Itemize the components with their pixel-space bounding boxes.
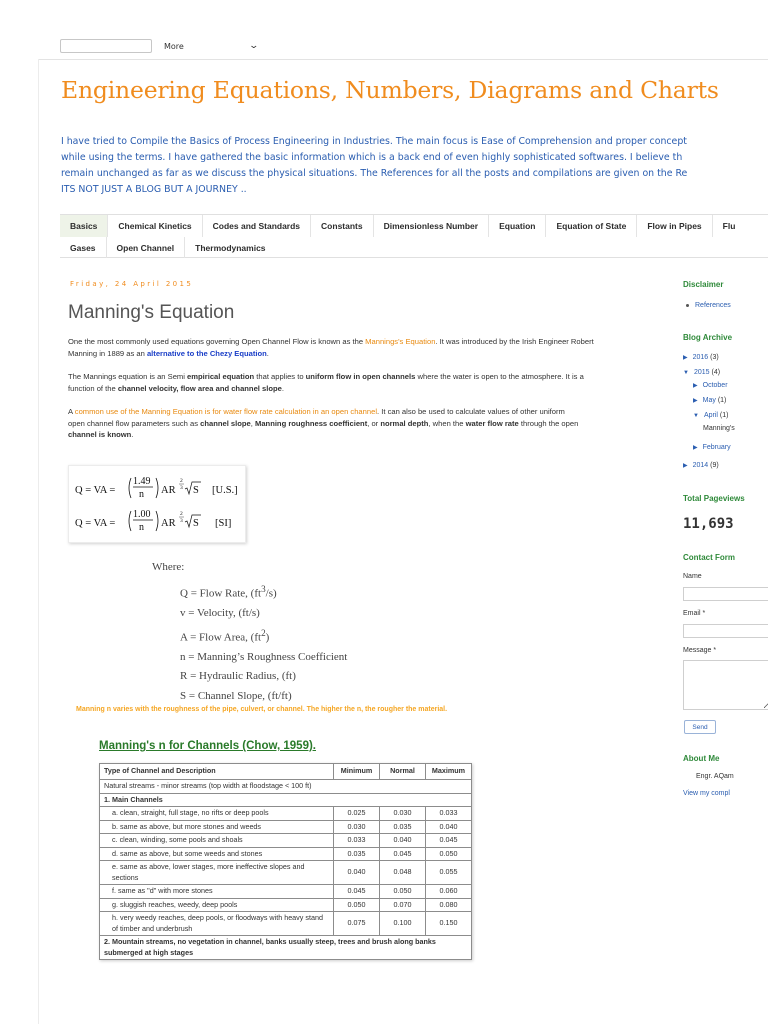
eq-exponent-den: 3 [180, 518, 183, 524]
message-label: Message * [683, 647, 717, 654]
column-header: Minimum [334, 764, 380, 780]
text: . It was introduced by the Irish Engineer Robert [435, 337, 594, 346]
text: ) [265, 631, 270, 644]
table-cell: 0.150 [426, 912, 472, 936]
tabs-row-2 [60, 237, 276, 258]
archive-february[interactable] [693, 444, 731, 451]
table-row [100, 936, 472, 960]
eq-coef-si: 1.00 [133, 509, 151, 520]
archive-2014[interactable] [683, 462, 719, 469]
text: , [250, 418, 255, 428]
archive-count: (3) [710, 354, 719, 361]
table-cell: e. same as above, lower stages, more ineffective slopes and sections [100, 861, 334, 885]
navbar-more-label[interactable]: More [164, 41, 184, 51]
table-row [100, 780, 472, 794]
triangle-right-icon[interactable]: ▶ [683, 463, 688, 469]
post-paragraph-2 [68, 371, 668, 394]
post-title[interactable]: Manning's Equation [68, 302, 235, 323]
equation-graphic [69, 466, 247, 544]
tab-equation[interactable]: Equation [489, 215, 546, 237]
text: where the water is open to the atmosphere. It is a [415, 372, 584, 381]
link-text: April [703, 412, 718, 419]
tab-codes-and-standards[interactable]: Codes and Standards [203, 215, 311, 237]
send-button[interactable]: Send [684, 720, 716, 734]
table-cell: 0.040 [380, 834, 426, 848]
about-me-heading: About Me [683, 754, 720, 763]
blog-description-line: I have tried to Compile the Basics of Process Engineering in Industries. The main focus is Ease of Comprehension and proper concept [61, 136, 687, 147]
eq-lhs: Q = VA = [75, 485, 116, 496]
eq-coef-us: 1.49 [133, 476, 151, 487]
blog-description-line: ITS NOT JUST A BLOG BUT A JOURNEY .. [61, 184, 247, 195]
table-cell: 0.050 [334, 898, 380, 912]
table-cell: 0.070 [380, 898, 426, 912]
blog-description-line: while using the terms. I have gathered the basic information which is a back end of even highly sophisticated softwares. I believe th [61, 152, 683, 163]
archive-october[interactable] [693, 382, 728, 389]
text: function of the [68, 383, 118, 393]
table-cell: 0.080 [426, 898, 472, 912]
table-cell: 0.025 [334, 807, 380, 821]
text: . [281, 383, 284, 393]
text: A [68, 407, 75, 416]
definition-item [180, 667, 347, 687]
navbar-search-input[interactable] [60, 39, 152, 53]
page-border [38, 59, 39, 1024]
archive-count: (9) [710, 462, 719, 469]
tab-thermodynamics[interactable]: Thermodynamics [195, 242, 266, 253]
bold-text: channel slope [200, 418, 251, 428]
table-cell: 0.050 [426, 847, 472, 861]
eq-ar: AR [161, 518, 176, 529]
table-header-row [100, 764, 472, 780]
table-cell: 0.045 [380, 847, 426, 861]
archive-2015[interactable] [683, 369, 720, 376]
table-title-link[interactable]: Manning's n for Channels (Chow, 1959). [99, 740, 316, 752]
tab-equation-of-state[interactable]: Equation of State [546, 215, 637, 237]
table-row [100, 847, 472, 861]
table-cell: 0.100 [380, 912, 426, 936]
table-cell: 0.035 [380, 820, 426, 834]
archive-post-link[interactable]: Manning's [703, 425, 735, 432]
definition-item [180, 580, 347, 604]
text: . [131, 430, 134, 439]
chevron-down-icon[interactable]: ⌄ [248, 41, 260, 51]
text: . It can also be used to calculate values of other uniform [377, 407, 565, 416]
table-row [100, 820, 472, 834]
link-text: 2015 [693, 369, 710, 376]
view-profile-link[interactable]: View my compl [683, 790, 730, 797]
pageviews-counter: 11,693 [683, 516, 734, 532]
table-cell: 0.075 [334, 912, 380, 936]
table-cell: h. very weedy reaches, deep pools, or floodways with heavy stand of timber and underbrush [100, 912, 334, 936]
disclaimer-heading: Disclaimer [683, 280, 724, 289]
archive-april[interactable] [693, 412, 728, 419]
tab-flow-in-pipes[interactable]: Flow in Pipes [637, 215, 712, 237]
table-cell: g. sluggish reaches, weedy, deep pools [100, 898, 334, 912]
table-cell: b. same as above, but more stones and weeds [100, 820, 334, 834]
eq-denominator: n [139, 522, 144, 533]
table-section-cell: 1. Main Channels [100, 793, 472, 807]
table-cell: f. same as "d" with more stones [100, 885, 334, 899]
archive-count: (4) [711, 369, 721, 376]
table-cell: 0.035 [334, 847, 380, 861]
table-intro-cell: Natural streams - minor streams (top width at floodstage < 100 ft) [100, 780, 472, 794]
variable-definitions [180, 580, 347, 706]
column-header: Maximum [426, 764, 472, 780]
column-header: Normal [380, 764, 426, 780]
chezy-equation-link[interactable]: alternative to the Chezy Equation [146, 348, 267, 358]
name-label: Name [683, 573, 702, 580]
table-cell: 0.033 [426, 807, 472, 821]
manning-equation-image[interactable] [68, 465, 246, 543]
highlight-text: Mannings's Equation [365, 337, 436, 346]
message-field[interactable] [683, 660, 768, 710]
table-row [100, 898, 472, 912]
link-text: 2014 [692, 462, 709, 469]
manning-n-note: Manning n varies with the roughness of the pipe, culvert, or channel. The higher the n, the rougher the material. [76, 706, 448, 713]
link-text: References [695, 302, 731, 309]
table-cell: 0.048 [380, 861, 426, 885]
blog-description [61, 134, 761, 198]
blog-title[interactable]: Engineering Equations, Numbers, Diagrams and Charts [61, 76, 719, 104]
text: S = Channel Slope, (ft/ft) [180, 689, 292, 702]
link-text: May [702, 397, 716, 404]
text: , or [367, 418, 381, 428]
eq-exponent-num: 2 [180, 478, 183, 484]
table-cell: 0.050 [380, 885, 426, 899]
text: Q = Flow Rate, (ft [180, 587, 262, 600]
table-cell: d. same as above, but some weeds and stones [100, 847, 334, 861]
table-cell: 0.045 [334, 885, 380, 899]
tab-dimensionless-number[interactable]: Dimensionless Number [374, 215, 489, 237]
triangle-right-icon[interactable]: ▶ [683, 355, 688, 361]
table-cell: a. clean, straight, full stage, no rifts or deep pools [100, 807, 334, 821]
eq-unit-si: [SI] [215, 518, 232, 529]
definition-item [180, 648, 347, 668]
blog-description-line: remain unchanged as far as we discuss the physical situations. The References for all the posts and compilations are given on the Re [61, 168, 688, 179]
highlight-text: common use of the Manning Equation is for water flow rate calculation in an open channel [74, 407, 378, 416]
text: n = Manning’s Roughness Coefficient [180, 650, 348, 663]
link-text: February [702, 444, 731, 451]
eq-ar: AR [161, 485, 176, 496]
text: One the most commonly used equations governing Open Channel Flow is known as the [68, 337, 366, 346]
text: that applies to [254, 372, 306, 381]
triangle-right-icon[interactable]: ▶ [693, 383, 698, 389]
bold-text: empirical equation [187, 372, 255, 381]
triangle-down-icon[interactable]: ▼ [683, 370, 689, 376]
author-name-link[interactable]: Engr. AQam [696, 773, 734, 780]
bold-text: normal depth [380, 418, 429, 428]
superscript: 2 [261, 627, 266, 638]
post-date: Friday, 24 April 2015 [70, 280, 194, 288]
table-section-cell: 2. Mountain streams, no vegetation in channel, banks usually steep, trees and brush along banks submerged at high stages [100, 936, 472, 960]
table-cell: 0.030 [334, 820, 380, 834]
eq-sqrt-arg: S [193, 485, 199, 496]
tab-open-channel[interactable]: Open Channel [107, 237, 186, 258]
eq-sqrt-arg: S [193, 518, 199, 529]
tab-flu[interactable]: Flu [722, 221, 736, 231]
contact-form-heading: Contact Form [683, 553, 735, 562]
tab-chemical-kinetics[interactable]: Chemical Kinetics [108, 215, 202, 237]
archive-count: (1) [717, 397, 727, 404]
manning-n-table [99, 763, 472, 960]
bold-text: uniform flow in open channels [305, 372, 416, 381]
text: /s) [265, 587, 277, 600]
text: . [266, 348, 269, 358]
blog-archive-heading: Blog Archive [683, 333, 733, 342]
table-cell: 0.055 [426, 861, 472, 885]
link-text: 2016 [692, 354, 709, 361]
bullet-icon [686, 304, 689, 307]
references-link[interactable] [686, 302, 731, 309]
pages-tabs [60, 214, 768, 258]
table-cell: 0.030 [380, 807, 426, 821]
archive-count: (1) [719, 412, 729, 419]
table-row [100, 793, 472, 807]
text: through the open [518, 418, 579, 428]
where-label: Where: [152, 561, 185, 573]
bold-text: channel is known [68, 430, 132, 439]
eq-unit-us: [U.S.] [212, 485, 238, 496]
eq-lhs: Q = VA = [75, 518, 116, 529]
tabs-row-1 [60, 215, 745, 237]
bold-text: channel velocity, flow area and channel slope [117, 383, 282, 393]
bold-text: Manning roughness coefficient [255, 418, 368, 428]
table-row [100, 834, 472, 848]
total-pageviews-heading: Total Pageviews [683, 494, 745, 503]
tab-gases[interactable]: Gases [60, 237, 107, 258]
blogger-navbar [60, 38, 258, 54]
text: A = Flow Area, (ft [180, 631, 262, 644]
column-header: Type of Channel and Description [100, 764, 334, 780]
eq-denominator: n [139, 489, 144, 500]
triangle-right-icon[interactable]: ▶ [693, 398, 698, 404]
definition-item [180, 604, 347, 624]
eq-exponent-den: 3 [180, 485, 183, 491]
table-row [100, 912, 472, 936]
text: R = Hydraulic Radius, (ft) [180, 670, 296, 683]
definition-item [180, 687, 347, 707]
triangle-right-icon[interactable]: ▶ [693, 445, 698, 451]
post-paragraph-1 [68, 336, 668, 359]
eq-exponent-num: 2 [180, 511, 183, 517]
table-cell: 0.033 [334, 834, 380, 848]
post-paragraph-3 [68, 406, 668, 441]
table-cell: 0.040 [426, 820, 472, 834]
table-row [100, 807, 472, 821]
text: open channel flow parameters such as [68, 418, 201, 428]
table-cell: 0.045 [426, 834, 472, 848]
definition-item [180, 624, 347, 648]
name-field[interactable] [683, 587, 768, 601]
bold-text: water flow rate [465, 418, 519, 428]
table-row [100, 861, 472, 885]
table-row [100, 885, 472, 899]
superscript: 3 [261, 584, 266, 594]
table-cell: 0.060 [426, 885, 472, 899]
text: , when the [428, 418, 466, 428]
email-field[interactable] [683, 624, 768, 638]
table-cell: c. clean, winding, some pools and shoals [100, 834, 334, 848]
archive-may[interactable] [693, 397, 726, 404]
triangle-down-icon[interactable]: ▼ [693, 413, 699, 419]
tab-constants[interactable]: Constants [311, 215, 374, 237]
archive-2016[interactable] [683, 354, 719, 361]
navbar-divider [38, 59, 768, 60]
table-cell: 0.040 [334, 861, 380, 885]
text: Manning in 1889 as an [68, 348, 147, 358]
link-text: October [702, 382, 728, 389]
text: The Mannings equation is an Semi [68, 372, 188, 381]
email-label: Email * [683, 610, 706, 617]
text: v = Velocity, (ft/s) [180, 607, 260, 620]
tab-basics[interactable]: Basics [60, 215, 108, 237]
